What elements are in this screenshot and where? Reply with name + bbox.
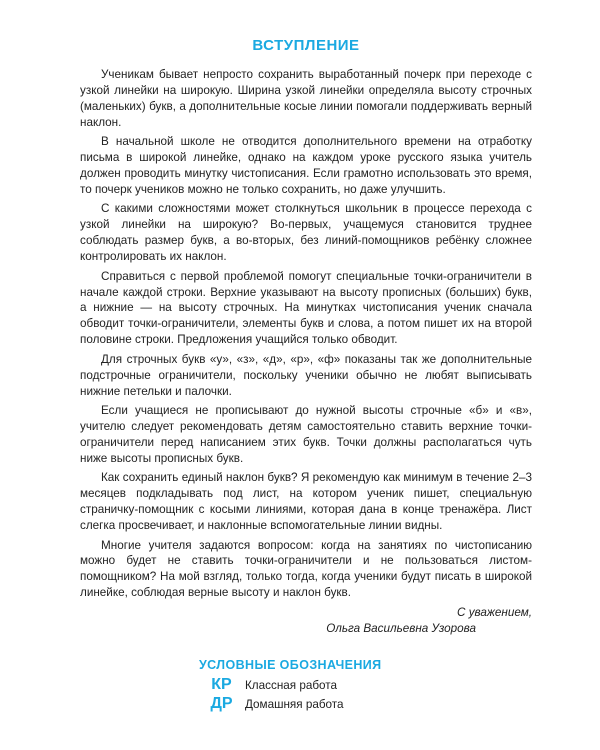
paragraph-7: Как сохранить единый наклон букв? Я рекомендую как минимум в течение 2–3 месяцев подкладывать под лист, на котором ученик пишет, специальную страничку-помощник с косыми линиями, которая дана в конце тренажёра. Лист слегка просвечивает, и наклонные вспомогательные линии видны. (80, 471, 532, 533)
signature-greeting: С уважением, (457, 605, 532, 619)
legend-abbr-homework: ДР (210, 695, 233, 712)
paragraph-1: Ученикам бывает непросто сохранить выработанный почерк при переходе с узкой линейки на широкую. Ширина узкой линейки определяла высоту строчных (маленьких) букв, а дополнительные косые линии помогали поддерживать верный наклон. (80, 68, 532, 129)
page-title: ВСТУПЛЕНИЕ (252, 37, 360, 54)
legend-text-homework: Домашняя работа (245, 698, 344, 711)
legend-title: УСЛОВНЫЕ ОБОЗНАЧЕНИЯ (199, 658, 382, 672)
article (80, 36, 532, 637)
signature (80, 605, 532, 637)
paragraph-8: Многие учителя задаются вопросом: когда на занятиях по чистописанию можно будет не ставить точки-ограничители и не пользоваться листом-помощником? На мой взгляд, только тогда, когда ученики будут писать в широкой линейке, соблюдая верные высоту и наклон букв. (80, 538, 532, 600)
legend-text-classwork: Классная работа (245, 679, 338, 692)
legend-item-homework (199, 694, 399, 713)
legend-abbr-classwork: КР (211, 676, 232, 693)
paragraph-2: В начальной школе не отводится дополнительного времени на отработку письма в широкой линейке, однако на каждом уроке русского языка учитель должен проводить минутку чистописания. Если грамотно использовать это время, то почерк учеников можно не только сохранить, но даже улучшить. (80, 135, 532, 196)
paragraph-5: Для строчных букв «у», «з», «д», «р», «ф» показаны так же дополнительные подстрочные ограничители, поскольку ученики обычно не любят выписывать нижние петельки и палочки. (80, 352, 532, 398)
paragraph-3: С какими сложностями может столкнуться школьник в процессе перехода с узкой линейки на широкую? Во-первых, учащемуся становится труднее соблюдать размер букв, а во-вторых, без линий-помощников ребёнку сложнее контролировать их наклон. (80, 202, 532, 264)
legend (199, 657, 399, 713)
legend-item-classwork (199, 675, 399, 694)
signature-author: Ольга Васильевна Узорова (326, 621, 476, 635)
paragraph-4: Справиться с первой проблемой помогут специальные точки-ограничители в начале каждой строки. Верхние указывают на высоту прописных (больших) букв, а нижние — на высоту строчных. На минутках чистописания ученик сначала обводит точки-ограничители, элементы букв и слова, а потом пишет их на второй половине строки. Предложения учащийся только обводит. (80, 269, 532, 347)
paragraph-6: Если учащиеся не прописывают до нужной высоты строчные «б» и «в», учителю следует рекомендовать детям самостоятельно ставить верхние точки-ограничители перед написанием этих букв. Точки должны располагаться чуть ниже высоты прописных букв. (80, 404, 532, 465)
